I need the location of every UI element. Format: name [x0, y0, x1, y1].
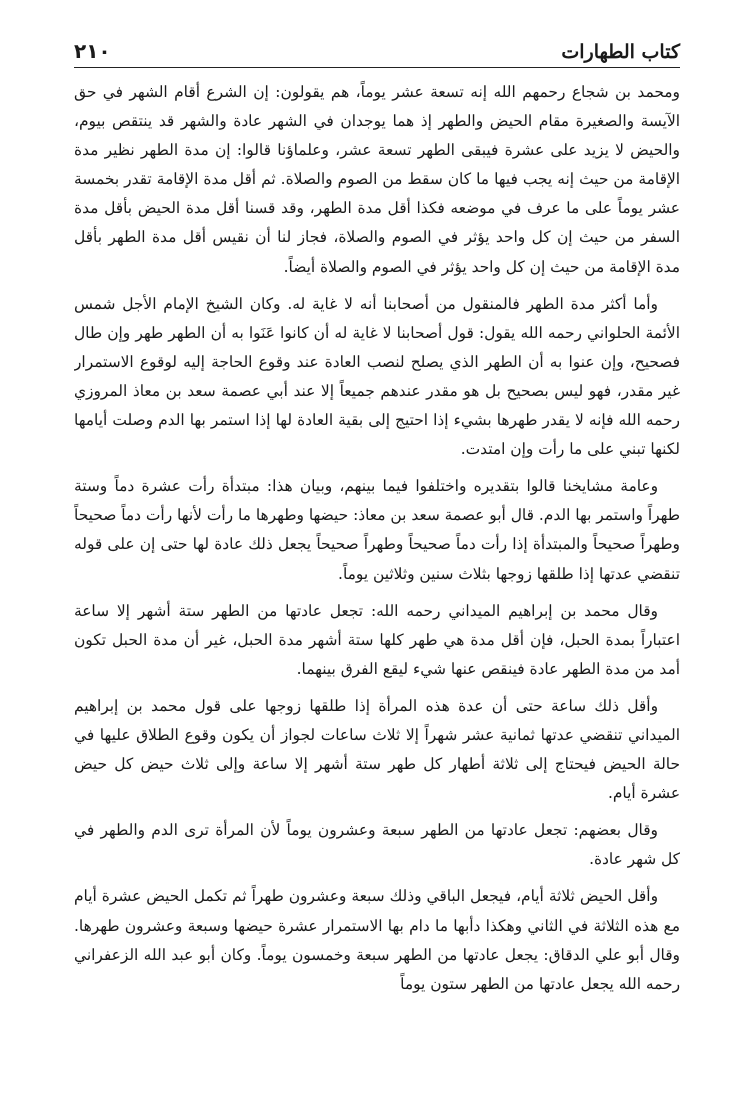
page-header [74, 32, 680, 68]
page-number: ٢١٠ [74, 39, 111, 63]
paragraph: وأما أكثر مدة الطهر فالمنقول من أصحابنا أنه لا غاية له. وكان الشيخ الإمام الأجل شمس الأئمة الحلواني رحمه الله يقول: قول أصحابنا لا غاية له أن كانوا عَنَوا به أن الطهر طهر وإن طال فصحيح، وإن عنوا به أن الطهر الذي يصلح لنصب العادة عند وقوع الحاجة إليه لوقوع الاستمرار غير مقدر، فهو ليس بصحيح بل هو مقدر عندهم جميعاً إلا عند أبي عصمة سعد بن معاذ المروزي رحمه الله فإنه لا يقدر طهرها بشيء إذا احتيج إلى بقية العادة لها إذا استمر بها الدم وصلت أيامها لكنها تبني على ما رأت وإن امتدت. [74, 294, 680, 459]
paragraph: وعامة مشايخنا قالوا بتقديره واختلفوا فيما بينهم، وبيان هذا: مبتدأة رأت عشرة دماً وستة طهراً واستمر بها الدم. قال أبو عصمة سعد بن معاذ: حيضها وطهرها ما رأت لأنها رأت دماً صحيحاً وطهراً صحيحاً والمبتدأة إذا رأت دماً صحيحاً وطهراً صحيحاً يجعل ذلك عادة لها حتى إن على قوله تنقضي عدتها إذا طلقها زوجها بثلاث سنين وثلاثين يوماً. [74, 477, 680, 583]
paragraph: وقال بعضهم: تجعل عادتها من الطهر سبعة وعشرون يوماً لأن المرأة ترى الدم والطهر في كل شهر عادة. [74, 821, 680, 869]
paragraph: وأقل الحيض ثلاثة أيام، فيجعل الباقي وذلك سبعة وعشرون طهراً ثم تكمل الحيض عشرة أيام مع هذه الثلاثة في الثاني وهكذا دأبها ما دام بها الاستمرار عشرة حيضها وسبعة وعشرون طهرها. وقال أبو علي الدقاق: يجعل عادتها من الطهر سبعة وخمسون يوماً. وكان أبو عبد الله الزعفراني رحمه الله يجعل عادتها من الطهر ستون يوماً [74, 887, 680, 993]
paragraph: ومحمد بن شجاع رحمهم الله إنه تسعة عشر يوماً، هم يقولون: إن الشرع أقام الشهر في حق الآيسة والصغيرة مقام الحيض والطهر إذ هما يوجدان في الشهر عادة والشهر قد ينتقص بيوم، والحيض لا يزيد على عشرة فيبقى الطهر تسعة عشر، وعلماؤنا قالوا: إن مدة الطهر نظير مدة الإقامة من حيث إنه يجب فيها ما كان سقط من الصوم والصلاة. ثم أقل مدة الإقامة تقدر بخمسة عشر يوماً على ما عرف في موضعه فكذا أقل مدة الطهر، وقد قسنا أقل مدة الحيض بأقل مدة السفر من حيث إن كل واحد يؤثر في الصوم والصلاة، فجاز لنا أن نقيس أقل مدة الطهر بأقل مدة الإقامة من حيث إن كل واحد يؤثر في الصوم والصلاة أيضاً. [74, 83, 680, 276]
page-body [74, 78, 680, 1078]
paragraph: وقال محمد بن إبراهيم الميداني رحمه الله: تجعل عادتها من الطهر ستة أشهر إلا ساعة اعتباراً بمدة الحبل، فإن أقل مدة هي طهر كلها ستة أشهر مدة الحبل، غير أن مدة الحبل تكون أمد من مدة الطهر عادة فينقص عنها شيء ليقع الفرق بينهما. [74, 601, 680, 678]
book-title: كتاب الطهارات [561, 41, 680, 63]
paragraph: وأقل ذلك ساعة حتى أن عدة هذه المرأة إذا طلقها زوجها على قول محمد بن إبراهيم الميداني تنقضي عدتها ثمانية عشر شهراً إلا ثلاث ساعات لجواز أن يكون وقوع الطلاق عليها في حالة الحيض فيحتاج إلى ثلاثة أطهار كل طهر ستة أشهر إلا ساعة وإلى ثلاث حيض كل حيض عشرة أيام. [74, 696, 680, 803]
